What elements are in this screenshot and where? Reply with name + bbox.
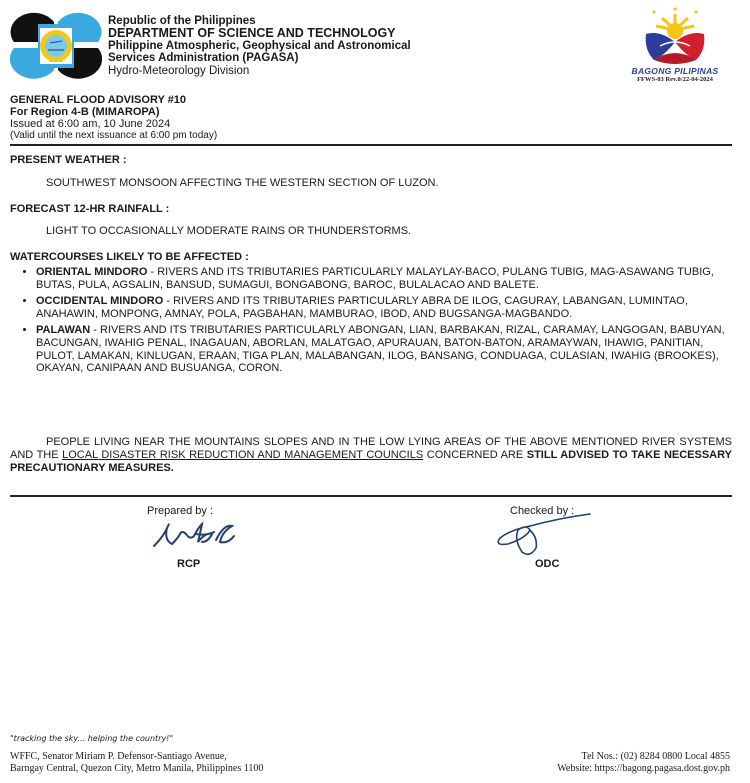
website[interactable]: Website: https://bagong.pagasa.dost.gov.ph [557,763,730,774]
agency-line-2: Services Administration (PAGASA) [108,52,299,65]
watercourses-list [20,266,726,379]
agency-line-1: Philippine Atmospheric, Geophysical and Astronomical [108,39,411,52]
footer-address [10,751,263,775]
signature-divider [10,495,732,497]
advisory-region: For Region 4-B (MIMAROPA) [10,105,160,118]
form-code: FFWS-03 Rev.0/22-04-2024 [637,76,713,83]
advisory-block [10,95,217,142]
prepared-by-label: Prepared by : [147,505,214,517]
footer-contact [557,751,730,775]
watercourse-item [36,266,726,291]
advice-text-1: PEOPLE LIVING NEAR THE MOUNTAINS SLOPES AND IN THE LOW LYING AREAS OF THE ABOVE MENTIONED RIVER SYSTEMS AND THE [10,436,732,461]
advisory-title: GENERAL FLOOD ADVISORY #10 [10,94,187,106]
watercourse-place: PALAWAN [36,324,91,337]
division-text: Hydro-Meteorology Division [108,64,250,77]
checked-by-label: Checked by : [510,505,575,517]
address-line-2: Barngay Central, Quezon City, Metro Manila, Philippines 1100 [10,763,264,774]
present-weather-text: SOUTHWEST MONSOON AFFECTING THE WESTERN SECTION OF LUZON. [46,177,439,189]
bagong-pilipinas-text: BAGONG PILIPINAS [631,66,719,76]
advice-drrmc: LOCAL DISASTER RISK REDUCTION AND MANAGEMENT COUNCILS [62,449,424,461]
address-line-1: WFFC, Senator Miriam P. Defensor-Santiago Avenue, [10,751,227,762]
forecast-heading: FORECAST 12-HR RAINFALL : [10,203,170,215]
bagong-pilipinas-logo [615,6,735,91]
advisory-validity: (Valid until the next issuance at 6:00 pm today) [10,130,218,142]
checked-signature [490,508,600,560]
agency-header [108,15,411,77]
watercourses-heading: WATERCOURSES LIKELY TO BE AFFECTED : [10,251,249,263]
prepared-signature [150,518,240,554]
motto: "tracking the sky... helping the country!" [10,734,174,743]
forecast-text: LIGHT TO OCCASIONALLY MODERATE RAINS OR THUNDERSTORMS. [46,225,412,237]
checked-initials: ODC [535,558,560,570]
advice-emphasis: STILL ADVISED TO TAKE NECESSARY PRECAUTIONARY MEASURES. [10,449,732,474]
tel-numbers: Tel Nos.: (02) 8284 0800 Local 4855 [581,751,730,762]
prepared-initials: RCP [177,558,201,570]
department-text: DEPARTMENT OF SCIENCE AND TECHNOLOGY [108,26,396,41]
advisory-issued: Issued at 6:00 am, 10 June 2024 [10,117,171,130]
watercourse-rivers: - RIVERS AND ITS TRIBUTARIES PARTICULARLY MALAYLAY-BACO, PULANG TUBIG, MAG-ASAWANG TUBIG, BUTAS, PULA, AGSALIN, BANSUD, SUMAGUI, BONGABONG, BAROC, BULALACAO AND BALETE. [36,266,714,291]
republic-text: Republic of the Philippines [108,15,256,27]
watercourse-rivers: - RIVERS AND ITS TRIBUTARIES PARTICULARLY ABRA DE ILOG, CAGURAY, LABANGAN, LUMINTAO, ANAHAWIN, MONPONG, AMNAY, POLA, PAGBAHAN, MAMBURAO, IBOD, AND BUGSANGA-MAGBANDO. [36,295,688,320]
watercourse-item [36,295,726,320]
advice-paragraph [10,436,732,475]
watercourse-rivers: - RIVERS AND ITS TRIBUTARIES PARTICULARLY ABONGAN, LIAN, BARBAKAN, RIZAL, CARAMAY, LANGOGAN, BABUYAN, BACUNGAN, IWAHIG PENAL, INAGAUAN, ABORLAN, MALATGAO, APURAUAN, BATON-BATON, ARAMAYWAN, IHAWIG, PANITIAN, PULOT, LAMAKAN, KINLUGAN, ERAAN, TIGA PLAN, MALABANGAN, ILOG, BANSANG, CONDUAGA, CULASIAN, IWAHIG (BROOKES), OKAYAN, CANIPAAN AND BUSUANGA, CORON. [36,324,725,375]
advice-text-2: CONCERNED ARE [423,449,527,461]
watercourse-place: OCCIDENTAL MINDORO [36,295,164,308]
pagasa-logo-graphic [10,12,102,80]
bagong-pilipinas-emblem [640,6,710,66]
watercourse-item [36,324,726,374]
present-weather-heading: PRESENT WEATHER : [10,154,127,166]
header-divider [10,144,732,146]
watercourse-place: ORIENTAL MINDORO [36,266,148,278]
pagasa-logo [10,12,102,80]
